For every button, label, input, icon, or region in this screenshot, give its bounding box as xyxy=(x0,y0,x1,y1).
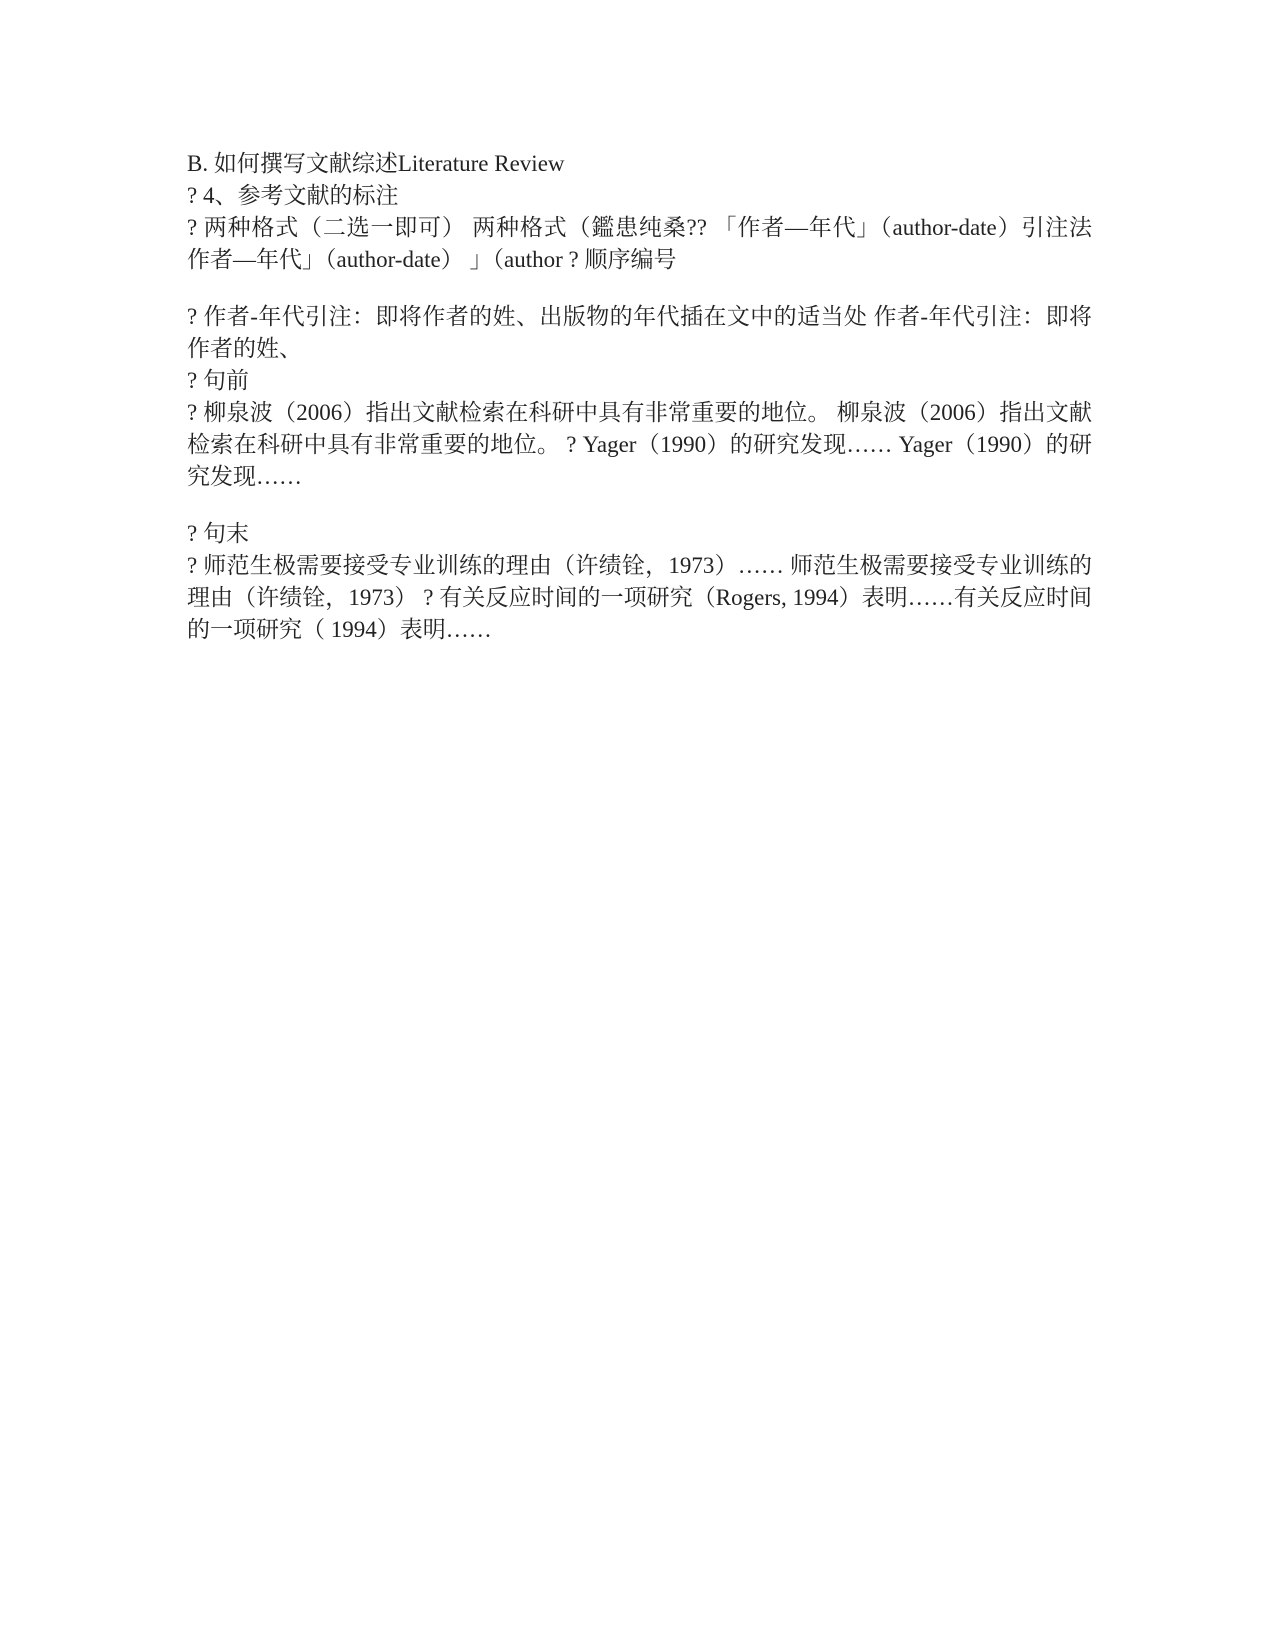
bullet-sentence-end-examples: ? 师范生极需要接受专业训练的理由（许绩铨，1973）…… 师范生极需要接受专业训练的理由（许绩铨，1973） ? 有关反应时间的一项研究（Rogers, 1994）表明……有关反应时间的一项研究（ 1994）表明…… xyxy=(187,553,1092,642)
bullet-author-date-definition: ? 作者-年代引注：即将作者的姓、出版物的年代插在文中的适当处 作者-年代引注：即将作者的姓、 xyxy=(187,304,1092,361)
bullet-sentence-start-examples: ? 柳泉波（2006）指出文献检索在科研中具有非常重要的地位。 柳泉波（2006）指出文献检索在科研中具有非常重要的地位。 ? Yager（1990）的研究发现…… Yager（1990）的研究发现…… xyxy=(187,400,1092,489)
paragraph-spacer xyxy=(187,493,1092,518)
document-body xyxy=(187,148,1092,646)
section-heading: B. 如何撰写文献综述Literature Review xyxy=(187,151,565,176)
bullet-sentence-end: ? 句末 xyxy=(187,521,249,546)
bullet-sentence-start: ? 句前 xyxy=(187,368,249,393)
bullet-two-formats: ? 两种格式（二选一即可） 两种格式（鑑患纯桑?? 「作者—年代」（author-date）引注法 作者—年代」（author-date） 」（author ? 顺序编号 xyxy=(187,215,1092,272)
paragraph-spacer xyxy=(187,276,1092,301)
subsection-heading: ? 4、参考文献的标注 xyxy=(187,183,399,208)
